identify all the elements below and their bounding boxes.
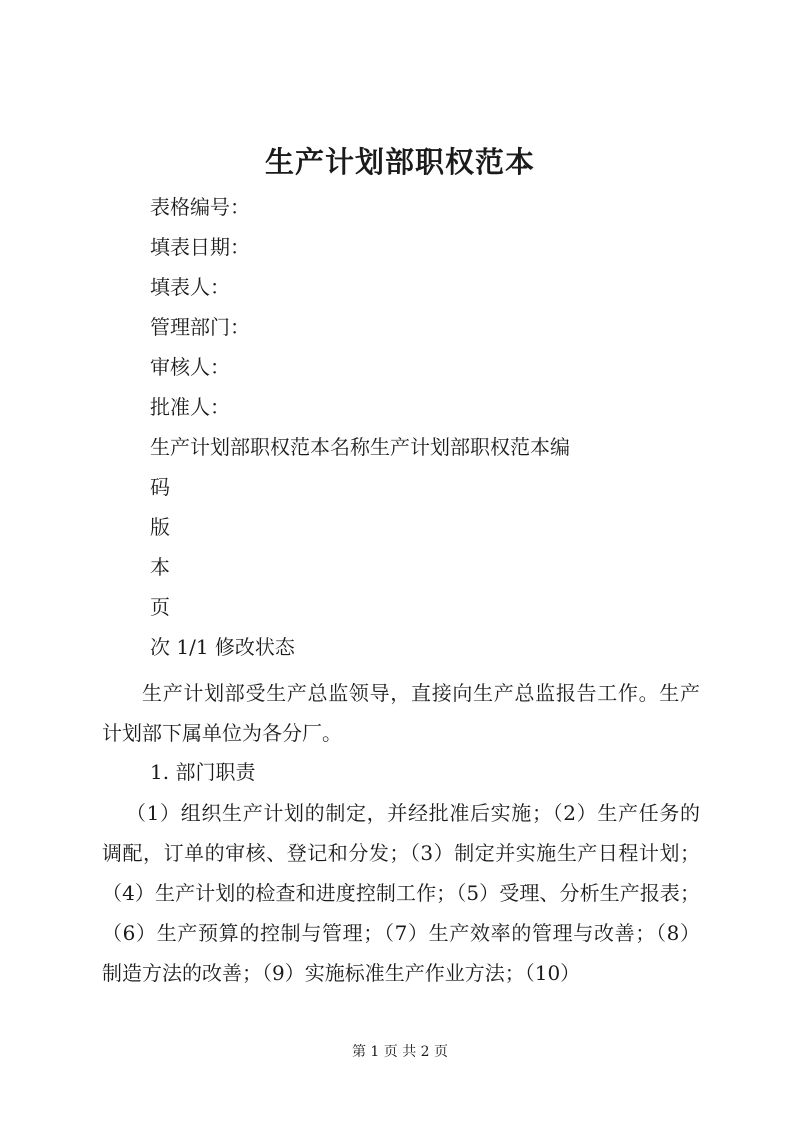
form-field-department: 管理部门：	[150, 315, 250, 339]
section-heading: 1. 部门职责	[150, 760, 256, 784]
form-field-reviewer: 审核人：	[150, 355, 230, 379]
header-line-ben: 本	[150, 555, 170, 579]
intro-paragraph: 生产计划部受生产总监领导，直接向生产总监报告工作。生产计划部下属单位为各分厂。	[102, 681, 700, 745]
page-footer: 第 1 页 共 2 页	[351, 1044, 449, 1060]
header-line-name: 生产计划部职权范本名称生产计划部职权范本编	[150, 435, 570, 459]
header-line-code: 码	[150, 475, 170, 499]
header-line-version: 版	[150, 515, 170, 539]
header-line-revision: 次 1/1 修改状态	[150, 635, 295, 659]
form-field-date: 填表日期：	[150, 235, 250, 259]
document-title: 生产计划部职权范本	[264, 145, 535, 179]
duties-paragraph: （1）组织生产计划的制定，并经批准后实施；（2）生产任务的调配，订单的审核、登记和分发；（3）制定并实施生产日程计划；（4）生产计划的检查和进度控制工作；（5）受理、分析生产报表；（6）生产预算的控制与管理；（7）生产效率的管理与改善；（8）制造方法的改善；（9）实施标准生产作业方法；（10）	[102, 801, 700, 985]
header-line-page: 页	[150, 595, 170, 619]
form-field-filler: 填表人：	[150, 275, 230, 299]
form-field-number: 表格编号：	[150, 195, 250, 219]
form-field-approver: 批准人：	[150, 395, 230, 419]
